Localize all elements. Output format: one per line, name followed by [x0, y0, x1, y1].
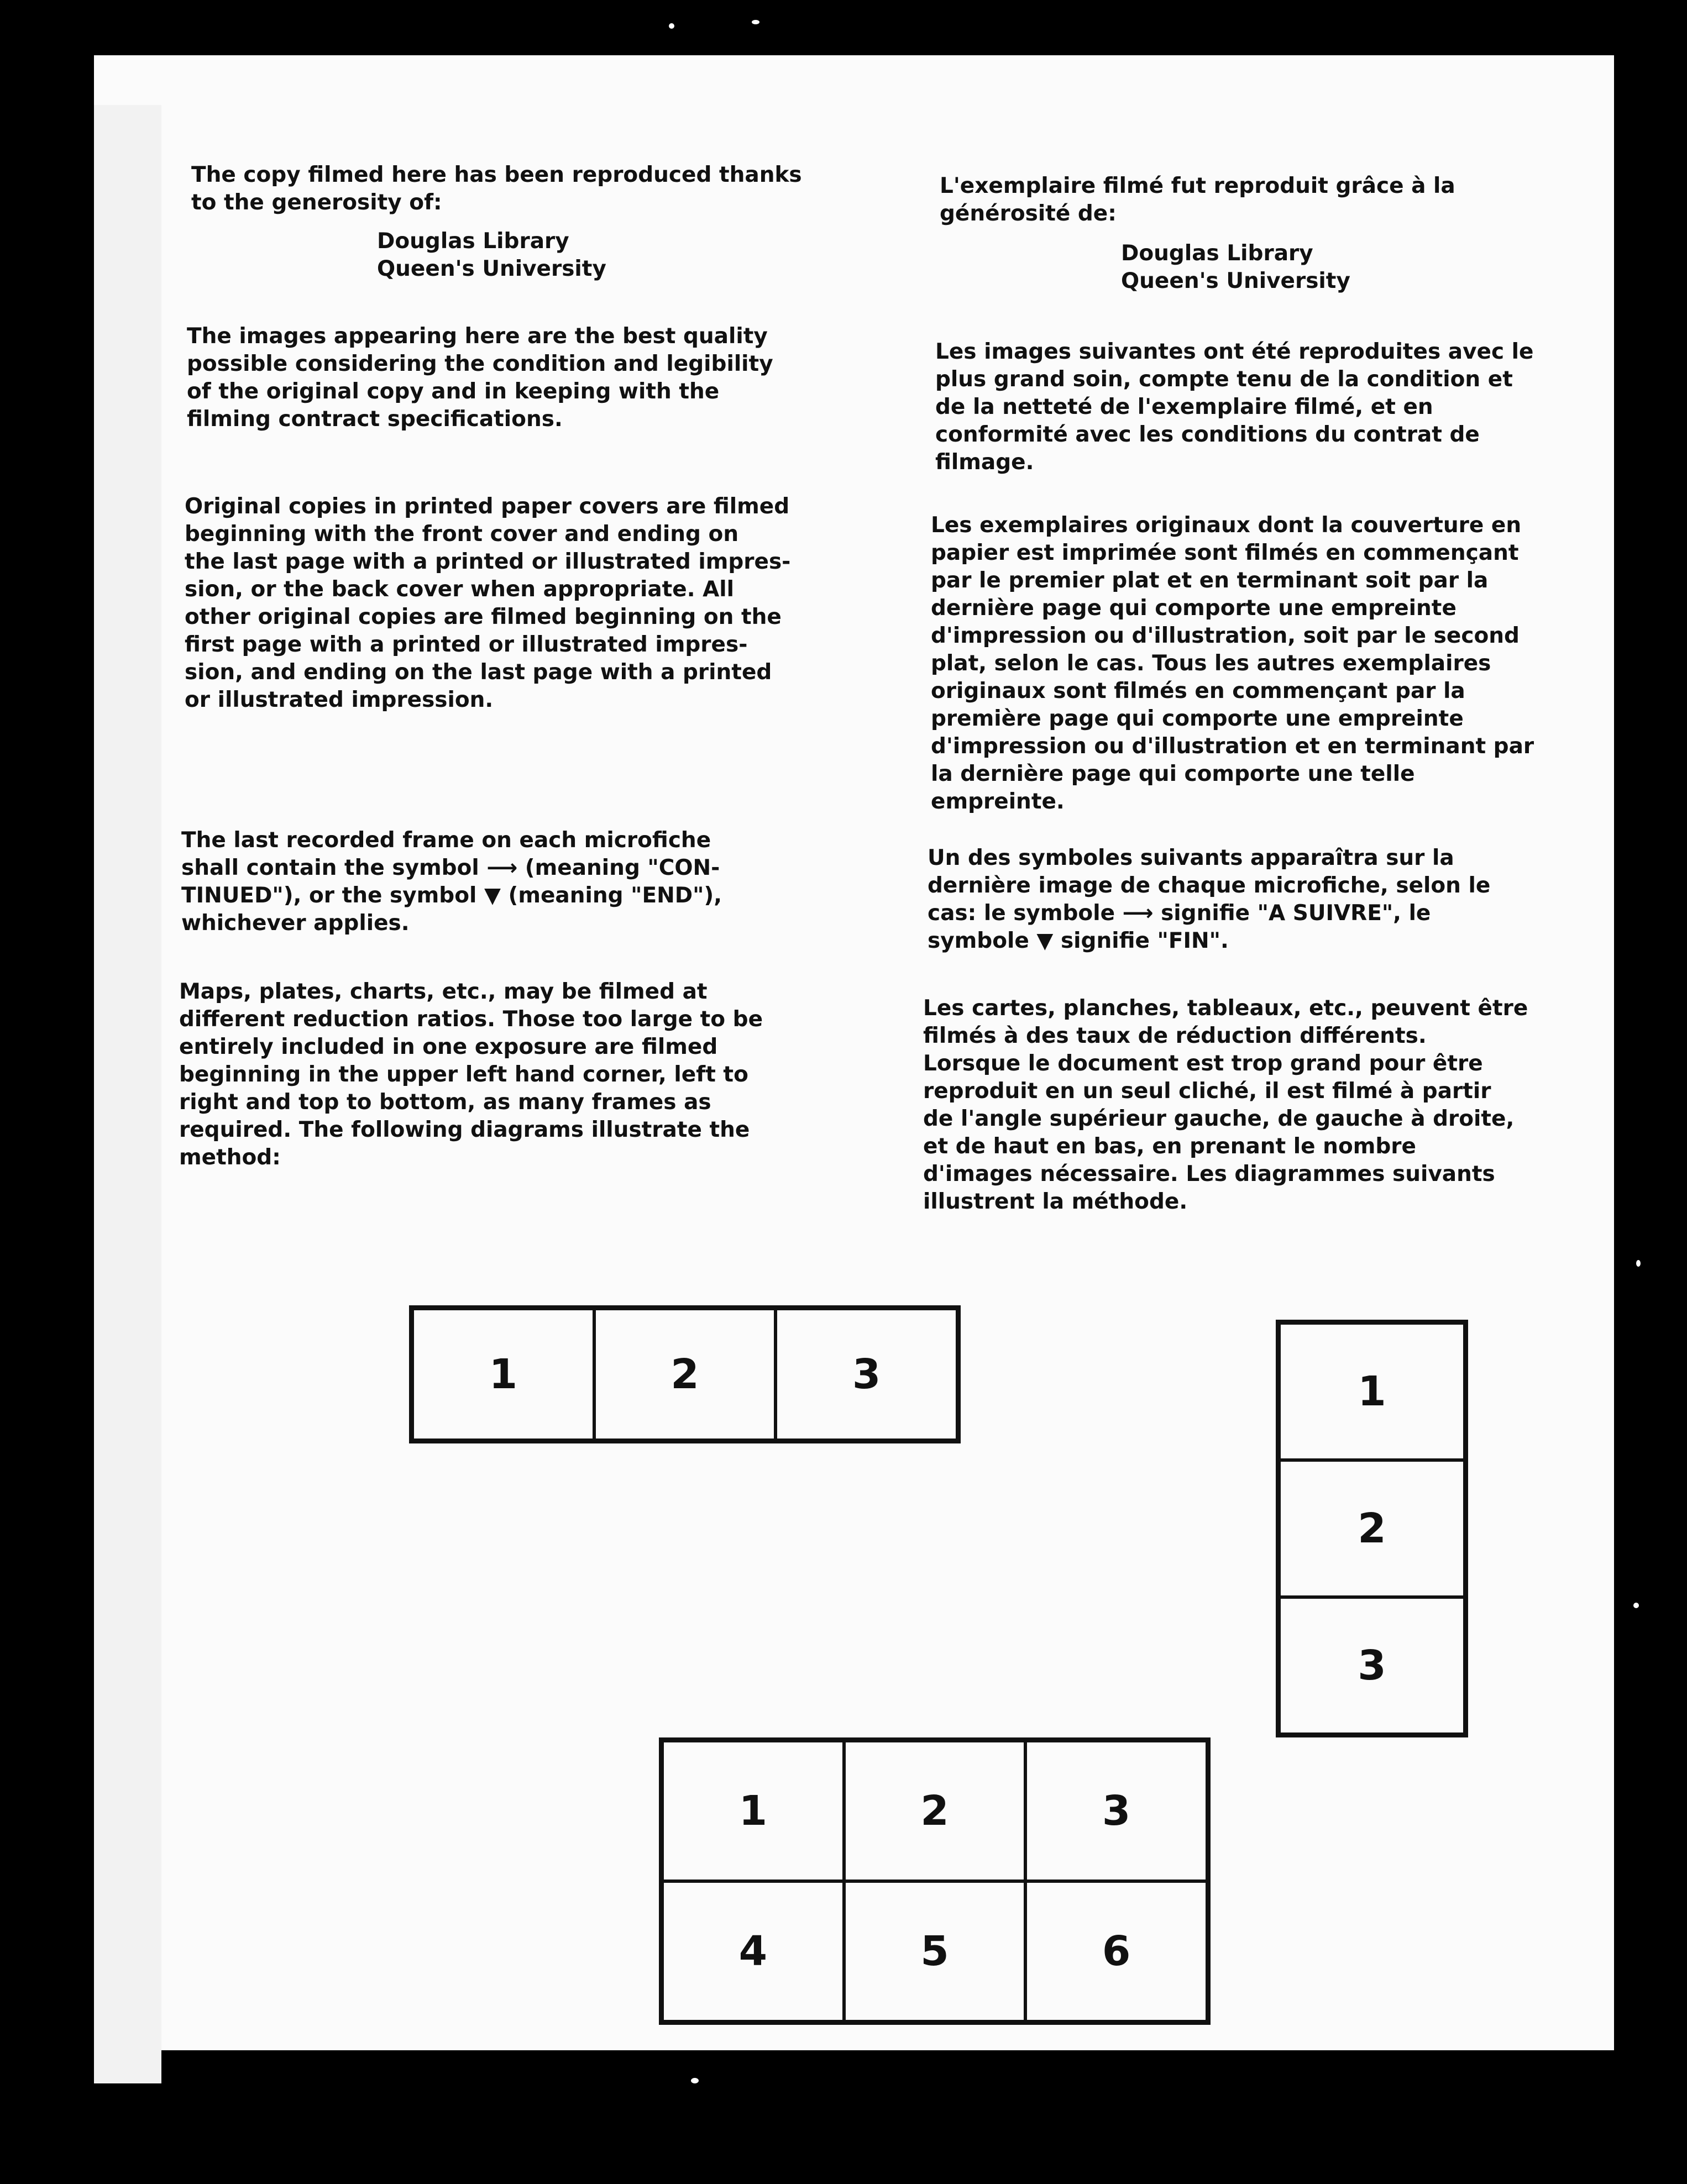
- frame-cell: 6: [1025, 1881, 1207, 2022]
- english-original-copies-paragraph: Original copies in printed paper covers are filmed beginning with the front cover and ending on the last page with a printed or illustrated impres- sion, or the back cover when appropriate. All other original copies are filmed beginning on the first page with a printed or illustrated impres- sion, and ending on the last page with a printed or illustrated impression.: [185, 494, 791, 712]
- french-intro: L'exemplaire filmé fut reproduit grâce à la générosité de:: [940, 174, 1455, 226]
- french-library-credit: Douglas Library Queen's University: [1121, 241, 1350, 293]
- previous-page-edge: [94, 105, 161, 2083]
- frame-cell: 3: [1279, 1597, 1465, 1734]
- horizontal-frames-diagram: [409, 1305, 961, 1443]
- vertical-frames-diagram: [1276, 1320, 1468, 1737]
- frame-cell: 2: [1279, 1460, 1465, 1597]
- film-speck: [691, 2078, 699, 2083]
- english-symbols-paragraph: The last recorded frame on each microfiche shall contain the symbol ⟶ (meaning "CON- TINUED"), or the symbol ▼ (meaning "END"), whichever applies.: [181, 828, 722, 936]
- microfiche-target-page: [94, 55, 1614, 2050]
- film-speck: [752, 20, 759, 24]
- frame-cell: 1: [662, 1741, 844, 1881]
- french-original-copies-paragraph: Les exemplaires originaux dont la couverture en papier est imprimée sont filmés en commençant par le premier plat et en terminant soit par la dernière page qui comporte une empreinte d'impression ou d'illustration, soit par le second plat, selon le cas. Tous les autres exemplaires originaux sont filmés en commençant par la première page qui comporte une empreinte d'impression ou d'illustration et en terminant par la dernière page qui comporte une telle empreinte.: [931, 513, 1534, 814]
- english-images-paragraph: The images appearing here are the best quality possible considering the condition and legibility of the original copy and in keeping with the filming contract specifications.: [187, 324, 773, 432]
- frame-cell: 1: [1279, 1323, 1465, 1460]
- frame-cell: 4: [662, 1881, 844, 2022]
- grid-frames-diagram: [659, 1737, 1211, 2025]
- film-speck: [1633, 1603, 1639, 1608]
- french-images-paragraph: Les images suivantes ont été reproduites avec le plus grand soin, compte tenu de la condition et de la netteté de l'exemplaire filmé, et en conformité avec les conditions du contrat de filmage.: [935, 339, 1534, 475]
- frame-cell: 2: [844, 1741, 1026, 1881]
- film-speck: [669, 23, 674, 29]
- frame-cell: 1: [412, 1309, 594, 1440]
- french-symbols-paragraph: Un des symboles suivants apparaîtra sur la dernière image de chaque microfiche, selon le cas: le symbole ⟶ signifie "A SUIVRE", le symbole ▼ signifie "FIN".: [928, 846, 1491, 953]
- frame-cell: 5: [844, 1881, 1026, 2022]
- english-library-credit: Douglas Library Queen's University: [377, 229, 606, 281]
- english-maps-paragraph: Maps, plates, charts, etc., may be filmed at different reduction ratios. Those too large to be entirely included in one exposure are filmed beginning in the upper left hand corner, left to right and top to bottom, as many frames as required. The following diagrams illustrate the method:: [179, 979, 763, 1170]
- frame-cell: 3: [776, 1309, 957, 1440]
- english-intro: The copy filmed here has been reproduced thanks to the generosity of:: [191, 162, 802, 215]
- frame-cell: 3: [1025, 1741, 1207, 1881]
- french-maps-paragraph: Les cartes, planches, tableaux, etc., peuvent être filmés à des taux de réduction différents. Lorsque le document est trop grand pour être reproduit en un seul cliché, il est filmé à partir de l'angle supérieur gauche, de gauche à droite, et de haut en bas, en prenant le nombre d'images nécessaire. Les diagrammes suivants illustrent la méthode.: [923, 996, 1528, 1214]
- frame-cell: 2: [594, 1309, 776, 1440]
- film-speck: [1636, 1260, 1641, 1267]
